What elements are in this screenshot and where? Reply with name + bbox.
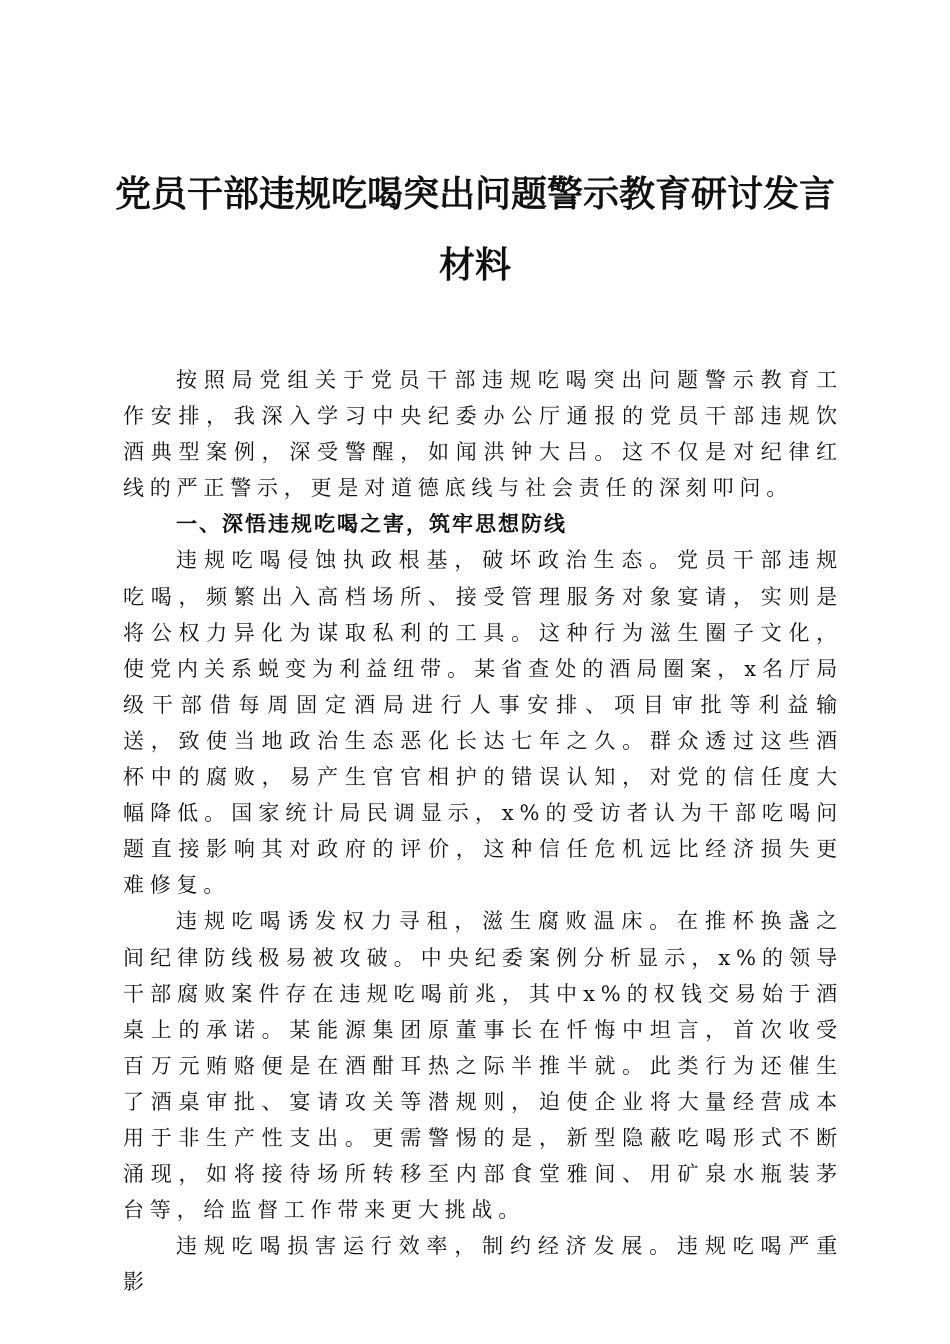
document-title-line-1: 党员干部违规吃喝突出问题警示教育研讨发言 <box>114 173 835 215</box>
intro-paragraph: 按照局党组关于党员干部违规吃喝突出问题警示教育工作安排，我深入学习中央纪委办公厅通报的党员干部违规饮酒典型案例，深受警醒，如闻洪钟大吕。这不仅是对纪律红线的严正警示，更是对道德底线与社会责任的深刻叩问。 <box>123 368 843 501</box>
document-body <box>123 362 843 1300</box>
document-title-line-2: 材料 <box>438 244 511 286</box>
body-paragraph: 违规吃喝损害运行效率，制约经济发展。违规吃喝严重影 <box>123 1234 843 1295</box>
body-paragraph: 违规吃喝诱发权力寻租，滋生腐败温床。在推杯换盏之间纪律防线极易被攻破。中央纪委案例分析显示，x%的领导干部腐败案件存在违规吃喝前兆，其中x%的权钱交易始于酒桌上的承诺。某能源集团原董事长在忏悔中坦言，首次收受百万元贿赂便是在酒酣耳热之际半推半就。此类行为还催生了酒桌审批、宴请攻关等潜规则，迫使企业将大量经营成本用于非生产性支出。更需警惕的是，新型隐蔽吃喝形式不断涌现，如将接待场所转移至内部食堂雅间、用矿泉水瓶装茅台等，给监督工作带来更大挑战。 <box>123 909 843 1223</box>
body-paragraph: 违规吃喝侵蚀执政根基，破坏政治生态。党员干部违规吃喝，频繁出入高档场所、接受管理服务对象宴请，实则是将公权力异化为谋取私利的工具。这种行为滋生圈子文化，使党内关系蜕变为利益纽带。某省查处的酒局圈案，x名厅局级干部借每周固定酒局进行人事安排、项目审批等利益输送，致使当地政治生态恶化长达七年之久。群众透过这些酒杯中的腐败，易产生官官相护的错误认知，对党的信任度大幅降低。国家统计局民调显示，x%的受访者认为干部吃喝问题直接影响其对政府的评价，这种信任危机远比经济损失更难修复。 <box>123 548 843 898</box>
section-heading: 一、深悟违规吃喝之害，筑牢思想防线 <box>176 512 567 537</box>
